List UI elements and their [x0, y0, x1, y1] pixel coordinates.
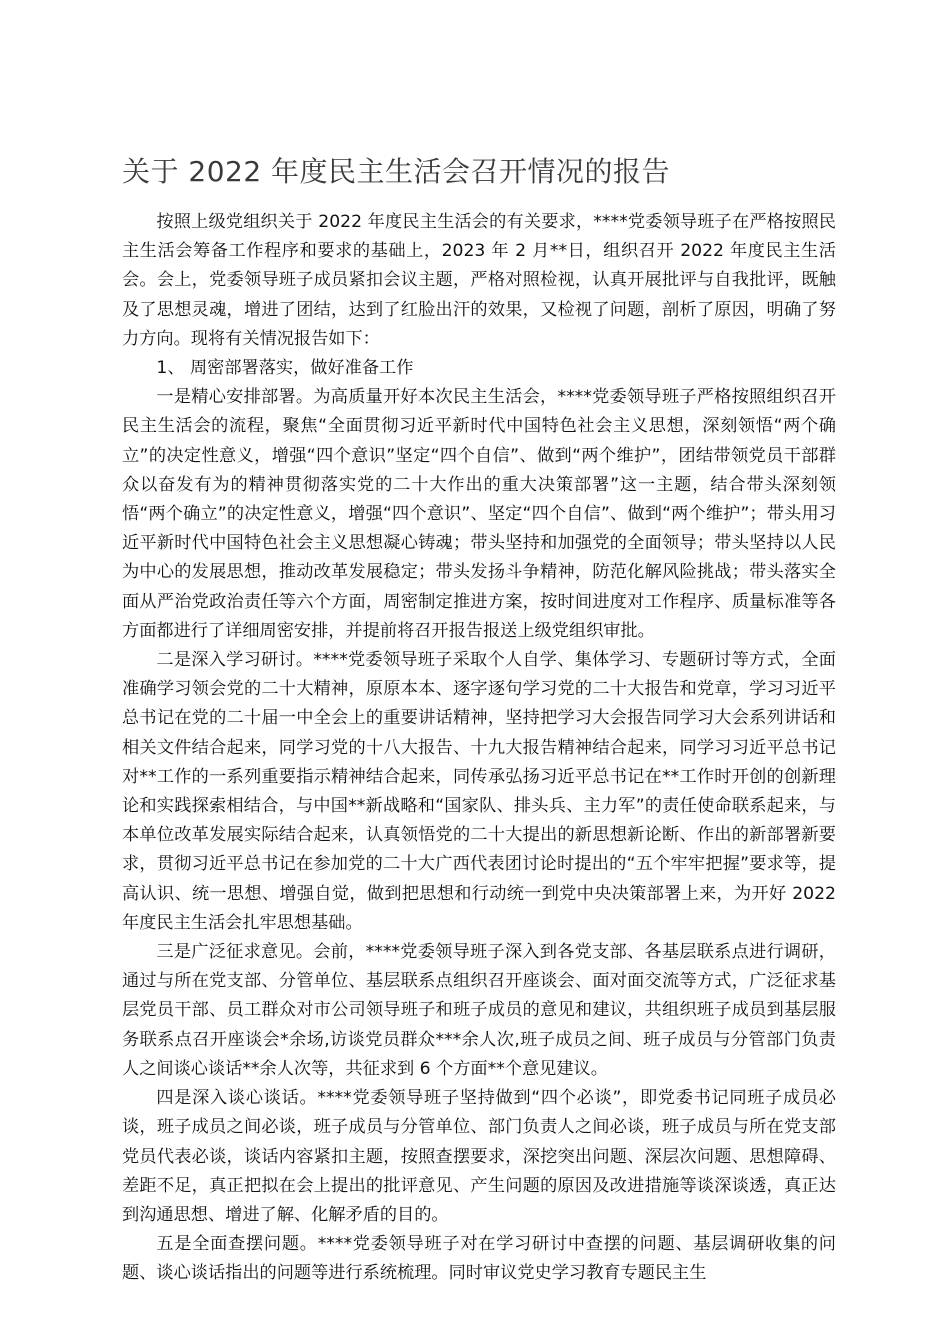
paragraph-study: 二是深入学习研讨。****党委领导班子采取个人自学、集体学习、专题研讨等方式，全面准确学习领会党的二十大精神，原原本本、逐字逐句学习党的二十大报告和党章，学习习近平总书记在党的二十届一中全会上的重要讲话精神，坚持把学习大会报告同学习大会系列讲话和相关文件结合起来，同学习党的十八大报告、十九大报告精神结合起来，同学习习近平总书记对**工作的一系列重要指示精神结合起来，同传承弘扬习近平总书记在**工作时开创的创新理论和实践探索相结合，与中国**新战略和“国家队、排头兵、主力军”的责任使命联系起来，与本单位改革发展实际结合起来，认真领悟党的二十大提出的新思想新论断、作出的新部署新要求，贯彻习近平总书记在参加党的二十大广西代表团讨论时提出的“五个牢牢把握”要求等，提高认识、统一思想、增强自觉，做到把思想和行动统一到党中央决策部署上来，为开好 2022 年度民主生活会扎牢思想基础。	[122, 650, 836, 933]
document-body	[122, 208, 836, 1289]
document-title: 关于 2022 年度民主生活会召开情况的报告	[122, 155, 671, 188]
paragraph-planning: 一是精心安排部署。为高质量开好本次民主生活会，****党委领导班子严格按照组织召开民主生活会的流程，聚焦“全面贯彻习近平新时代中国特色社会主义思想，深刻领悟“两个确立”的决定性意义，增强“四个意识”坚定“四个自信”、做到“两个维护”，团结带领党员干部群众以奋发有为的精神贯彻落实党的二十大作出的重大决策部署”这一主题，结合带头深刻领悟“两个确立”的决定性意义，增强“四个意识”、坚定“四个自信”、做到“两个维护”；带头用习近平新时代中国特色社会主义思想凝心铸魂；带头坚持和加强党的全面领导；带头坚持以人民为中心的发展思想，推动改革发展稳定；带头发扬斗争精神，防范化解风险挑战；带头落实全面从严治党政治责任等六个方面，周密制定推进方案，按时间进度对工作程序、质量标准等各方面都进行了详细周密安排，并提前将召开报告报送上级党组织审批。	[122, 387, 836, 641]
paragraph-talks: 四是深入谈心谈话。****党委领导班子坚持做到“四个必谈”，即党委书记同班子成员必谈，班子成员之间必谈，班子成员与分管单位、部门负责人之间必谈，班子成员与所在党支部党员代表必谈，谈话内容紧扣主题，按照查摆要求，深挖突出问题、深层次问题、思想障碍、差距不足，真正把拟在会上提出的批评意见、产生问题的原因及改进措施等谈深谈透，真正达到沟通思想、增进了解、化解矛盾的目的。	[122, 1088, 836, 1225]
intro-paragraph: 按照上级党组织关于 2022 年度民主生活会的有关要求，****党委领导班子在严格按照民主生活会筹备工作程序和要求的基础上，2023 年 2 月**日，组织召开 2022 年度民主生活会。会上，党委领导班子成员紧扣会议主题，严格对照检视，认真开展批评与自我批评，既触及了思想灵魂，增进了团结，达到了红脸出汗的效果，又检视了问题，剖析了原因，明确了努力方向。现将有关情况报告如下：	[122, 212, 836, 349]
paragraph-opinions: 三是广泛征求意见。会前，****党委领导班子深入到各党支部、各基层联系点进行调研，通过与所在党支部、分管单位、基层联系点组织召开座谈会、面对面交流等方式，广泛征求基层党员干部、员工群众对市公司领导班子和班子成员的意见和建议，共组织班子成员到基层服务联系点召开座谈会*余场,访谈党员群众***余人次,班子成员之间、班子成员与分管部门负责人之间谈心谈话**余人次等，共征求到 6 个方面**个意见建议。	[122, 942, 836, 1079]
section-heading-1: 1、 周密部署落实，做好准备工作	[156, 358, 414, 379]
paragraph-problems: 五是全面查摆问题。****党委领导班子对在学习研讨中查摆的问题、基层调研收集的问题、谈心谈话指出的问题等进行系统梳理。同时审议党史学习教育专题民主生	[122, 1234, 836, 1284]
